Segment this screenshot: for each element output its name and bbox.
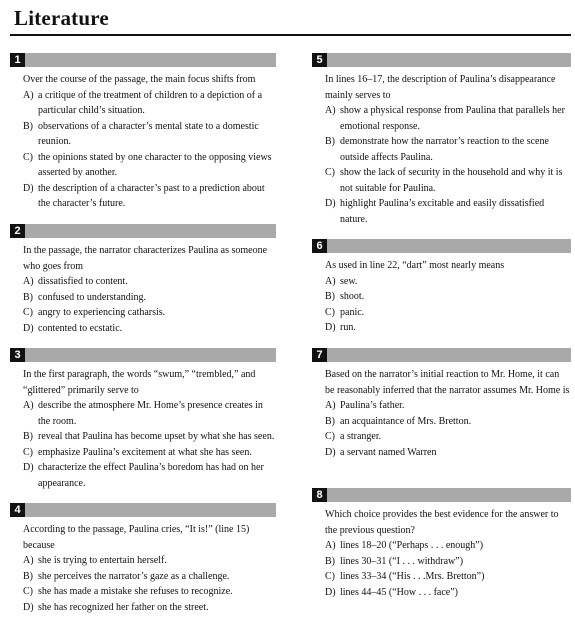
choice-letter: B) xyxy=(325,555,335,567)
question-number: 4 xyxy=(10,503,25,517)
choice-text: a critique of the treatment of children to a depiction of a particular child’s situation. xyxy=(38,89,263,116)
question-stem: In lines 16–17, the description of Paulina’s disappearance mainly serves to xyxy=(325,74,556,101)
question-header-bar xyxy=(10,53,276,67)
page-title: Literature xyxy=(14,6,109,30)
answer-choice[interactable] xyxy=(23,321,276,337)
answer-choice[interactable] xyxy=(23,119,276,150)
choice-letter: C) xyxy=(23,307,33,318)
question-number: 8 xyxy=(312,488,327,502)
choice-letter: D) xyxy=(325,322,336,333)
choice-letter: D) xyxy=(325,586,336,598)
choice-letter: B) xyxy=(23,291,33,303)
choice-text: a servant named Warren xyxy=(340,446,437,458)
choice-text: contented to ecstatic. xyxy=(38,322,123,334)
choice-text: confused to understanding. xyxy=(38,291,147,303)
question-5 xyxy=(312,53,571,227)
answer-choice[interactable] xyxy=(325,274,571,290)
question-body xyxy=(10,238,276,336)
choice-text: show the lack of security in the household and why it is not suitable for Paulina. xyxy=(340,167,563,194)
choice-text: lines 18–20 (“Perhaps . . . enough”) xyxy=(340,540,484,551)
question-body xyxy=(10,517,276,615)
choice-text: angry to experiencing catharsis. xyxy=(38,307,166,318)
question-stem: According to the passage, Paulina cries, “It is!” (line 15) because xyxy=(23,524,250,551)
choice-letter: A) xyxy=(23,555,34,566)
choice-letter: A) xyxy=(23,276,34,287)
answer-choice[interactable] xyxy=(325,305,571,321)
answer-choice[interactable] xyxy=(325,445,571,461)
choice-letter: D) xyxy=(325,198,336,209)
choice-letter: C) xyxy=(23,151,33,163)
choice-text: reveal that Paulina has become upset by what she has seen. xyxy=(38,431,275,442)
choice-letter: C) xyxy=(325,431,335,442)
answer-choice[interactable] xyxy=(325,103,571,134)
question-header-bar xyxy=(10,503,276,517)
answer-choice[interactable] xyxy=(23,181,276,212)
choice-text: shoot. xyxy=(340,291,365,302)
answer-choice[interactable] xyxy=(23,429,276,445)
question-header-bar xyxy=(312,348,571,362)
question-header-bar xyxy=(312,488,571,502)
title-divider xyxy=(10,34,571,36)
choice-text: describe the atmosphere Mr. Home’s presence creates in the room. xyxy=(38,400,263,427)
question-header-bar xyxy=(312,239,571,253)
choice-letter: A) xyxy=(325,540,336,551)
choice-text: sew. xyxy=(340,275,358,287)
question-body xyxy=(312,502,571,600)
answer-choice[interactable] xyxy=(325,398,571,414)
question-number: 6 xyxy=(312,239,327,253)
choice-text: she perceives the narrator’s gaze as a challenge. xyxy=(38,570,230,582)
choice-text: run. xyxy=(340,322,356,333)
question-body xyxy=(312,67,571,227)
choice-letter: D) xyxy=(325,446,336,458)
choice-letter: B) xyxy=(325,136,335,147)
choice-letter: C) xyxy=(325,306,335,318)
choice-text: a stranger. xyxy=(340,431,382,442)
question-body xyxy=(10,362,276,491)
answer-choice[interactable] xyxy=(325,134,571,165)
question-6 xyxy=(312,239,571,336)
choice-letter: C) xyxy=(325,571,335,582)
choice-letter: B) xyxy=(325,415,335,427)
choice-letter: C) xyxy=(23,586,33,597)
choice-letter: A) xyxy=(23,89,34,101)
answer-choice[interactable] xyxy=(23,290,276,306)
question-4 xyxy=(10,503,276,615)
answer-choice[interactable] xyxy=(23,274,276,290)
choice-text: she is trying to entertain herself. xyxy=(38,555,167,566)
question-header-bar xyxy=(10,348,276,362)
question-2 xyxy=(10,224,276,336)
choice-text: she has made a mistake she refuses to recognize. xyxy=(38,586,233,597)
question-number: 2 xyxy=(10,224,25,238)
answer-choice[interactable] xyxy=(325,554,571,570)
question-stem: In the passage, the narrator characterizes Paulina as someone who goes from xyxy=(23,245,268,272)
choice-letter: D) xyxy=(23,462,34,473)
choice-text: lines 44–45 (“How . . . face”) xyxy=(340,586,459,598)
answer-choice[interactable] xyxy=(325,196,571,227)
question-7 xyxy=(312,348,571,460)
choice-text: highlight Paulina’s excitable and easily dissatisfied nature. xyxy=(340,198,545,225)
question-stem: Based on the narrator’s initial reaction to Mr. Home, it can be reasonably inferred that the narrator assumes Mr. Home is xyxy=(325,369,570,396)
choice-letter: A) xyxy=(23,400,34,411)
choice-letter: A) xyxy=(325,275,336,287)
choice-text: lines 30–31 (“I . . . withdraw”) xyxy=(340,555,464,567)
answer-choice[interactable] xyxy=(23,600,276,616)
choice-letter: A) xyxy=(325,400,336,411)
question-3 xyxy=(10,348,276,491)
question-body xyxy=(312,362,571,460)
answer-choice[interactable] xyxy=(325,320,571,336)
question-stem: Which choice provides the best evidence for the answer to the previous question? xyxy=(325,509,559,536)
choice-text: observations of a character’s mental state to a domestic reunion. xyxy=(38,120,259,147)
answer-choice[interactable] xyxy=(23,460,276,491)
choice-text: demonstrate how the narrator’s reaction to the scene outside affects Paulina. xyxy=(340,136,549,163)
answer-choice[interactable] xyxy=(23,88,276,119)
question-header-bar xyxy=(10,224,276,238)
answer-choice[interactable] xyxy=(325,538,571,554)
answer-choice[interactable] xyxy=(325,414,571,430)
answer-choice[interactable] xyxy=(325,429,571,445)
question-1 xyxy=(10,53,276,212)
answer-choice[interactable] xyxy=(23,150,276,181)
question-8 xyxy=(312,488,571,600)
question-stem: In the first paragraph, the words “swum,” “trembled,” and “glittered” primarily serve to xyxy=(23,369,256,396)
question-body xyxy=(312,253,571,336)
choice-text: characterize the effect Paulina’s boredom has had on her appearance. xyxy=(38,462,264,489)
choice-text: Paulina’s father. xyxy=(340,400,405,411)
choice-letter: D) xyxy=(23,182,34,194)
answer-choice[interactable] xyxy=(325,289,571,305)
answer-choice[interactable] xyxy=(23,569,276,585)
answer-choice[interactable] xyxy=(23,305,276,321)
answer-choice[interactable] xyxy=(23,584,276,600)
choice-text: she has recognized her father on the street. xyxy=(38,601,209,613)
question-number: 1 xyxy=(10,53,25,67)
choice-letter: B) xyxy=(23,570,33,582)
question-number: 5 xyxy=(312,53,327,67)
answer-choice[interactable] xyxy=(23,445,276,461)
choice-letter: B) xyxy=(325,291,335,302)
choice-text: panic. xyxy=(340,306,365,318)
choice-letter: C) xyxy=(325,167,335,178)
question-header-bar xyxy=(312,53,571,67)
choice-letter: D) xyxy=(23,601,34,613)
answer-choice[interactable] xyxy=(23,553,276,569)
question-body xyxy=(10,67,276,212)
choice-text: show a physical response from Paulina that parallels her emotional response. xyxy=(340,105,565,132)
choice-text: dissatisfied to content. xyxy=(38,276,128,287)
question-stem: Over the course of the passage, the main focus shifts from xyxy=(23,74,256,85)
choice-text: the opinions stated by one character to the opposing views asserted by another. xyxy=(38,151,272,178)
answer-choice[interactable] xyxy=(23,398,276,429)
question-stem: As used in line 22, “dart” most nearly means xyxy=(325,260,505,271)
choice-text: lines 33–34 (“His . . .Mrs. Bretton”) xyxy=(340,571,485,582)
answer-choice[interactable] xyxy=(325,569,571,585)
choice-letter: D) xyxy=(23,322,34,334)
choice-text: emphasize Paulina’s excitement at what she has seen. xyxy=(38,446,252,458)
question-number: 3 xyxy=(10,348,25,362)
answer-choice[interactable] xyxy=(325,585,571,601)
answer-choice[interactable] xyxy=(325,165,571,196)
choice-letter: A) xyxy=(325,105,336,116)
choice-letter: C) xyxy=(23,446,33,458)
choice-letter: B) xyxy=(23,431,33,442)
choice-text: an acquaintance of Mrs. Bretton. xyxy=(340,415,472,427)
question-number: 7 xyxy=(312,348,327,362)
choice-letter: B) xyxy=(23,120,33,132)
choice-text: the description of a character’s past to a prediction about the character’s future. xyxy=(38,182,265,209)
